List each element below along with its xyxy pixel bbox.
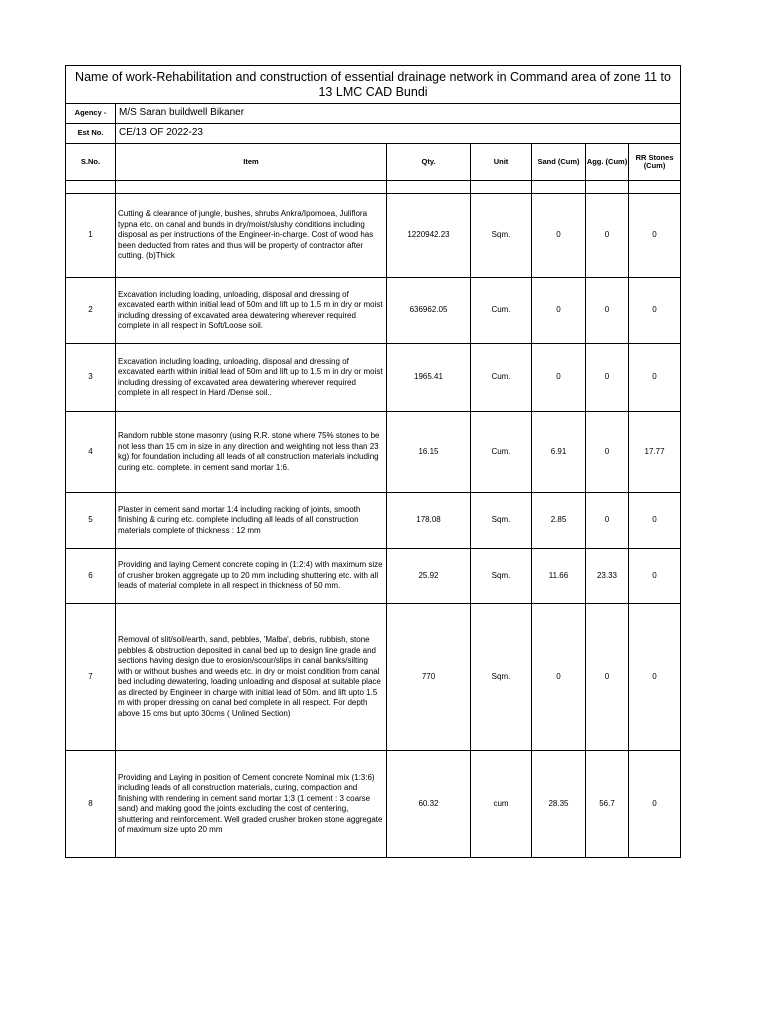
cell-item: Excavation including loading, unloading, disposal and dressing of excavated earth within initial lead of 50m and lift up to 1.5 m in dry or moist including dressing of excavated area dewatering wherever required complete in all respect in Hard /Dense soil.. (116, 344, 387, 412)
cell-item: Removal of slit/soil/earth, sand, pebbles, 'Malba', debris, rubbish, stone pebbles & obstruction deposited in canal bed up to design line grade and sections having design due to erosion/scour/slips in canal banks/silting with or without bushes and weeds etc. in dry or moist condition from canal bed including dewatering, loading unloading and disposal at suitable place as directed by Engineer in charge with initial lead of 50m. and lift upto 1.5 m with proper dressing on canal bed complete in all respect. For depth above 15 cms but upto 30cms ( Unlined Section) (116, 604, 387, 751)
cell-sand: 0 (532, 344, 586, 412)
header-qty: Qty. (387, 144, 471, 181)
cell-sno: 2 (66, 278, 116, 344)
est-label: Est No. (66, 124, 116, 144)
cell-unit: Sqm. (471, 493, 532, 549)
cell-sand: 11.66 (532, 549, 586, 604)
cell-rr: 0 (629, 278, 681, 344)
cell-sno: 1 (66, 194, 116, 278)
table-row (66, 344, 681, 412)
cell-item: Cutting & clearance of jungle, bushes, shrubs Ankra/Ipomoea, Juliflora typna etc. on canal and bunds in dry/moist/slushy conditions including disposal as per instructions of the Engineer-in-charge. Cost of wood has been deducted from rates and thus will be property of contractor after cutting. (b)Thick (116, 194, 387, 278)
header-agg: Agg. (Cum) (586, 144, 629, 181)
cell-agg: 0 (586, 194, 629, 278)
cell-qty: 1965.41 (387, 344, 471, 412)
cell-qty: 636962.05 (387, 278, 471, 344)
cell-sno: 5 (66, 493, 116, 549)
cell-agg: 56.7 (586, 751, 629, 858)
table-row (66, 493, 681, 549)
header-item: Item (116, 144, 387, 181)
estimate-table (65, 65, 681, 858)
cell-qty: 1220942.23 (387, 194, 471, 278)
table-row (66, 549, 681, 604)
cell-unit: Sqm. (471, 549, 532, 604)
spacer-row (66, 181, 681, 194)
cell-agg: 0 (586, 412, 629, 493)
cell-unit: cum (471, 751, 532, 858)
cell-item: Providing and laying Cement concrete coping in (1:2:4) with maximum size of crusher broken aggregate up to 20 mm including shuttering etc. with all leads of material complete in all respect in thickness of 50 mm. (116, 549, 387, 604)
work-title: Name of work-Rehabilitation and construction of essential drainage network in Command area of zone 11 to 13 LMC CAD Bundi (66, 66, 681, 104)
cell-rr: 0 (629, 751, 681, 858)
cell-rr: 0 (629, 194, 681, 278)
cell-unit: Sqm. (471, 194, 532, 278)
cell-unit: Cum. (471, 412, 532, 493)
cell-agg: 23.33 (586, 549, 629, 604)
header-unit: Unit (471, 144, 532, 181)
cell-qty: 770 (387, 604, 471, 751)
est-value: CE/13 OF 2022-23 (116, 124, 681, 144)
cell-item: Random rubble stone masonry (using R.R. stone where 75% stones to be not less than 15 cm in size in any direction and weighting not less than 23 kg) for foundation including all leads of all construction materials including curing etc. complete. in cement sand mortar 1:6. (116, 412, 387, 493)
header-sno: S.No. (66, 144, 116, 181)
cell-unit: Sqm. (471, 604, 532, 751)
table-row (66, 604, 681, 751)
header-sand: Sand (Cum) (532, 144, 586, 181)
agency-label: Agency - (66, 104, 116, 124)
cell-sand: 0 (532, 194, 586, 278)
cell-sno: 4 (66, 412, 116, 493)
cell-sand: 0 (532, 278, 586, 344)
table-row (66, 194, 681, 278)
cell-sno: 7 (66, 604, 116, 751)
table-row (66, 278, 681, 344)
cell-qty: 16.15 (387, 412, 471, 493)
cell-rr: 0 (629, 549, 681, 604)
cell-agg: 0 (586, 278, 629, 344)
cell-agg: 0 (586, 604, 629, 751)
cell-sand: 6.91 (532, 412, 586, 493)
cell-rr: 0 (629, 493, 681, 549)
cell-rr: 0 (629, 344, 681, 412)
cell-unit: Cum. (471, 278, 532, 344)
cell-item: Excavation including loading, unloading, disposal and dressing of excavated earth within initial lead of 50m and lift up to 1.5 m in dry or moist including dressing of excavated area dewatering wherever required complete in all respect in Soft/Loose soil. (116, 278, 387, 344)
table-row (66, 751, 681, 858)
cell-sand: 2.85 (532, 493, 586, 549)
cell-agg: 0 (586, 493, 629, 549)
cell-item: Providing and Laying in position of Cement concrete Nominal mix (1:3:6) including leads of all construction materials, curing, compaction and finishing with rendering in cement sand mortar 1:3 (1 cement : 3 coarse sand) and making good the joints excluding the cost of centering, shuttering and reinforcement. Well graded crusher broken stone aggregate of maximum size upto 20 mm (116, 751, 387, 858)
agency-value: M/S Saran buildwell Bikaner (116, 104, 681, 124)
header-rr: RR Stones (Cum) (629, 144, 681, 181)
cell-sno: 8 (66, 751, 116, 858)
cell-sno: 3 (66, 344, 116, 412)
cell-qty: 178.08 (387, 493, 471, 549)
cell-rr: 17.77 (629, 412, 681, 493)
cell-qty: 60.32 (387, 751, 471, 858)
cell-sand: 0 (532, 604, 586, 751)
cell-unit: Cum. (471, 344, 532, 412)
cell-sno: 6 (66, 549, 116, 604)
cell-agg: 0 (586, 344, 629, 412)
cell-rr: 0 (629, 604, 681, 751)
table-row (66, 412, 681, 493)
cell-item: Plaster in cement sand mortar 1:4 including racking of joints, smooth finishing & curing etc. complete including all leads of all construction materials complete of thickness : 12 mm (116, 493, 387, 549)
cell-qty: 25.92 (387, 549, 471, 604)
cell-sand: 28.35 (532, 751, 586, 858)
